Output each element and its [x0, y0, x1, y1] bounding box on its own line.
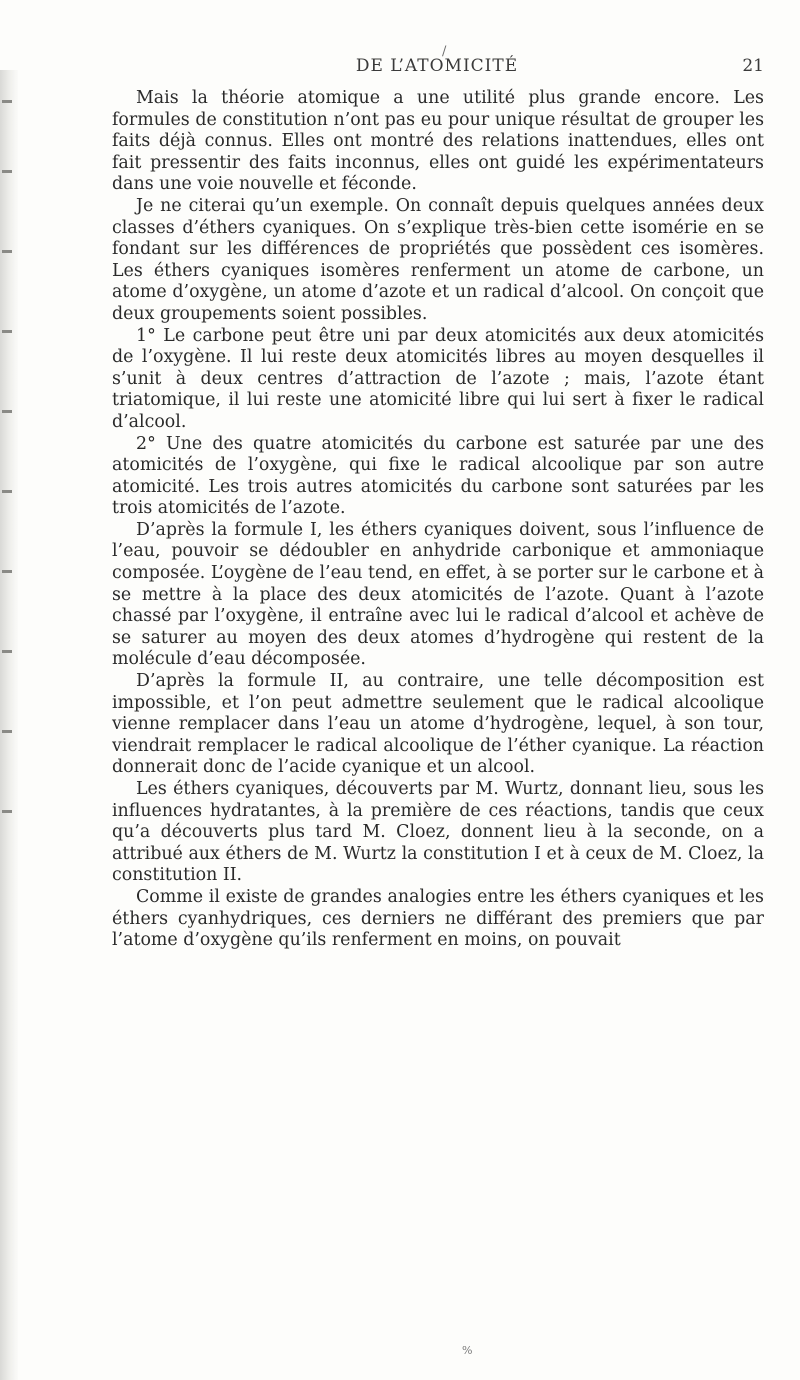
paragraph: 2° Une des quatre atomicités du carbone est saturée par une des atomicités de l’oxygène, qui fixe le radical alcoolique par son autre atomicité. Les trois autres atomicités du carbone sont saturées par les trois atomicités de l’azote. [112, 433, 764, 519]
paragraph: Comme il existe de grandes analogies entre les éthers cyaniques et les éthers cyanhydriques, ces derniers ne différant des premiers que par l’atome d’oxygène qu’ils renferment en moins, on pouvait [112, 886, 764, 951]
page-header [112, 44, 764, 74]
margin-mark [2, 730, 12, 733]
binding-edge [0, 70, 18, 1380]
footer-mark: % [462, 1344, 473, 1357]
margin-mark [2, 570, 12, 573]
margin-mark [2, 810, 12, 813]
margin-mark [2, 250, 12, 253]
paragraph: D’après la formule II, au contraire, une telle décomposition est impossible, et l’on peut admettre seulement que le radical alcoolique vienne remplacer dans l’eau un atome d’hydrogène, lequel, à son tour, viendrait remplacer le radical alcoolique de l’éther cyanique. La réaction donnerait donc de l’acide cyanique et un alcool. [112, 671, 764, 778]
margin-mark [2, 170, 12, 173]
paragraph: 1° Le carbone peut être uni par deux atomicités aux deux atomicités de l’oxygène. Il lui reste deux atomicités libres au moyen desquelles il s’unit à deux centres d’attraction de l’azote ; mais, l’azote étant triatomique, il lui reste une atomicité libre qui lui sert à fixer le radical d’alcool. [112, 325, 764, 432]
margin-mark [2, 650, 12, 653]
margin-mark [2, 330, 12, 333]
paragraph: D’après la formule I, les éthers cyaniques doivent, sous l’influence de l’eau, pouvoir se dédoubler en anhydride carbonique et ammoniaque composée. L’oygène de l’eau tend, en effet, à se porter sur le carbone et à se mettre à la place des deux atomicités de l’azote. Quant à l’azote chassé par l’oxygène, il entraîne avec lui le radical d’alcool et achève de se saturer au moyen des deux atomes d’hydrogène qui restent de la molécule d’eau décomposée. [112, 519, 764, 670]
paragraph: Mais la théorie atomique a une utilité plus grande encore. Les formules de constitution n’ont pas eu pour unique résultat de grouper les faits déjà connus. Elles ont montré des relations inattendues, elles ont fait pressentir des faits inconnus, elles ont guidé les expérimentateurs dans une voie nouvelle et féconde. [112, 88, 764, 195]
margin-mark [2, 410, 12, 413]
page-number: 21 [742, 56, 764, 76]
paragraph: Les éthers cyaniques, découverts par M. Wurtz, donnant lieu, sous les influences hydratantes, à la première de ces réactions, tandis que ceux qu’a découverts plus tard M. Cloez, donnent lieu à la seconde, on a attribué aux éthers de M. Wurtz la constitution I et à ceux de M. Cloez, la constitution II. [112, 779, 764, 886]
body-text [112, 88, 764, 952]
margin-mark [2, 100, 12, 103]
paragraph: Je ne citerai qu’un exemple. On connaît depuis quelques années deux classes d’éthers cyaniques. On s’explique très-bien cette isomérie en se fondant sur les différences de propriétés que possèdent ces isomères. Les éthers cyaniques isomères renferment un atome de carbone, un atome d’oxygène, un atome d’azote et un radical d’alcool. On conçoit que deux groupements soient possibles. [112, 195, 764, 324]
margin-mark [2, 490, 12, 493]
running-head: DE L’ATOMICITÉ [355, 56, 519, 76]
header-tick: / [442, 44, 447, 59]
